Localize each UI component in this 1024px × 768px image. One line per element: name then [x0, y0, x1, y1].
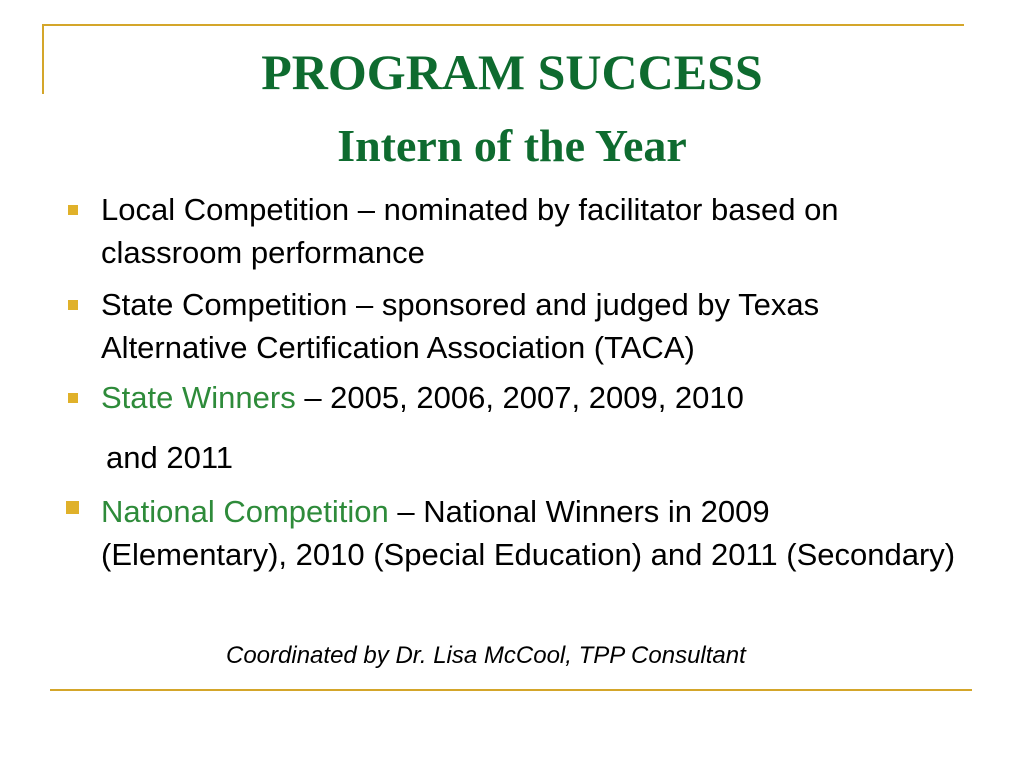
slide-title: PROGRAM SUCCESS: [261, 44, 763, 100]
square-bullet-icon: [68, 205, 78, 215]
bullet-text: – National Winners in 2009 (Elementary), 2010 (Special Education) and 2011 (Secondary): [101, 494, 956, 572]
bullet-state-competition: [64, 283, 964, 369]
bullet-local-competition: [64, 188, 964, 274]
bullet-highlight: National Competition: [101, 494, 389, 529]
bullet-text: – 2005, 2006, 2007, 2009, 2010: [295, 380, 744, 415]
credit-line: Coordinated by Dr. Lisa McCool, TPP Consultant: [226, 642, 746, 669]
square-bullet-icon: [68, 393, 78, 403]
bullet-national-competition: [64, 490, 964, 576]
square-bullet-icon: [68, 300, 78, 310]
bullet-state-winners: [64, 376, 964, 419]
slide-subtitle: Intern of the Year: [337, 120, 687, 171]
bullet-text: State Competition – sponsored and judged by Texas Alternative Certification Association (TACA): [101, 287, 820, 365]
bullet-list: [64, 188, 964, 419]
square-bullet-icon: [66, 501, 79, 514]
bottom-rule: [50, 689, 972, 691]
top-rule: [42, 24, 964, 26]
bullet-text: Local Competition – nominated by facilitator based on classroom performance: [101, 192, 839, 270]
bullet-continuation: and 2011: [106, 440, 233, 475]
bullet-highlight: State Winners: [101, 380, 296, 415]
